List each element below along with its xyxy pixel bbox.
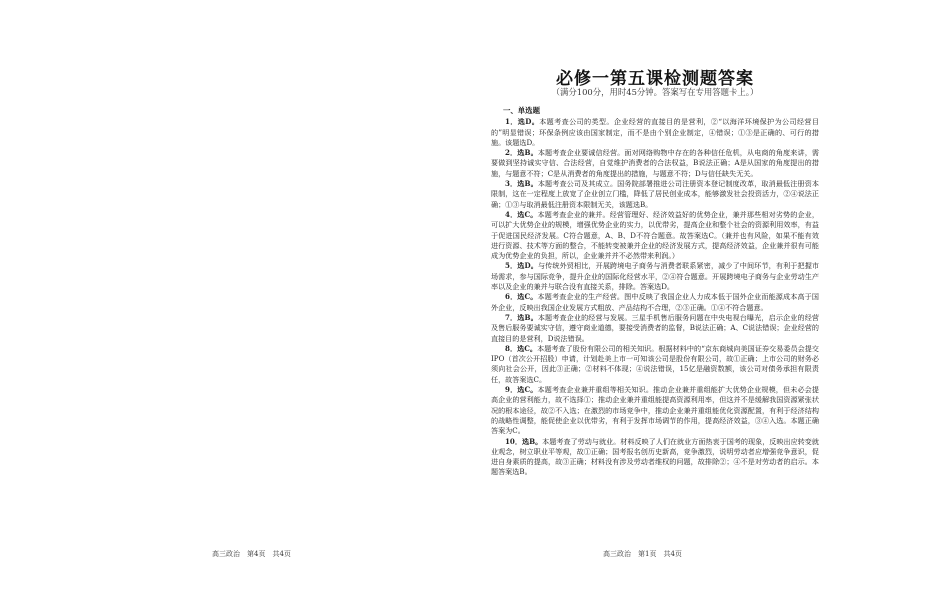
question-9 <box>491 385 819 436</box>
question-lead: 5．选D。 <box>505 261 538 271</box>
question-lead: 10．选B。 <box>505 436 543 446</box>
question-4 <box>491 210 819 261</box>
question-6 <box>491 292 819 313</box>
question-1 <box>491 117 819 148</box>
question-text: 本题考查公司的类型。企业经营的直接目的是营利，②“以海洋环境保护为公司经营目的”明显错误；环保条例应该由国家制定，而不是由个别企业制定，④错误；①③是正确的、可行的措施。该题选D。 <box>491 117 819 147</box>
question-text: 本题考查公司及其成立。国务院部署推进公司注册资本登记制度改革，取消最低注册资本限制，这在一定程度上放宽了企业创立门槛，降低了居民创业成本，能够激发社会投资活力，②④说法正确；①③与取消最低注册资本限制无关，该题选B。 <box>491 179 819 209</box>
question-text: 与传统外贸相比，开展跨境电子商务与消费者联系紧密，减少了中间环节，有利于把握市场需求，参与国际竞争，提升企业的国际化经营水平，②④符合题意。开展跨境电子商务与企业劳动生产率以及企业的兼并与联合没有直接关系，排除。答案选D。 <box>491 261 819 292</box>
question-lead: 2．选B。 <box>505 148 538 158</box>
question-7 <box>491 313 819 344</box>
question-text: 本题考查企业的经营与发展。三星手机售后服务问题在中央电视台曝光，启示企业的经营及售后服务要诚实守信，遵守商业道德，要接受消费者的监督，B说法正确；A、C说法错误；企业经营的直接目的是营利，D说法错误。 <box>491 312 819 343</box>
section-heading: 一、单选题 <box>503 106 540 115</box>
question-text: 本题考查企业的生产经营。图中反映了我国企业人力成本低于国外企业而能源成本高于国外企业，反映出我国企业发展方式粗放、产品结构不合理，②③正确。①④不符合题意。 <box>491 292 819 312</box>
question-5 <box>491 261 819 292</box>
question-10 <box>491 437 819 478</box>
question-lead: 3．选B。 <box>505 179 538 189</box>
question-text: 本题考查企业要诚信经营。面对网络购物中存在的各种信任危机，从电商的角度来讲，需要做到坚持诚实守信、合法经营，自觉维护消费者的合法权益，B说法正确；A是从国家的角度提出的措施，与题意不符；C是从消费者的角度提出的措施，与题意不符；D与信任缺失无关。 <box>491 148 819 178</box>
question-3 <box>491 179 819 210</box>
question-text: 本题考查了股份有限公司的相关知识。根据材料中的“京东商城向美国证券交易委员会提交IPO（首次公开招股）申请，计划赴美上市一可知该公司是股份有限公司，故①正确；上市公司的财务必须向社会公开，因此③正确；②材料不体现；④说法错误，15亿是融资数额，该公司对债务承担有限责任，故答案选C。 <box>491 343 819 384</box>
footer-left-page-number: 高三政治 第4页 共4页 <box>212 550 291 558</box>
question-2 <box>491 148 819 179</box>
question-lead: 8．选C。 <box>505 343 538 353</box>
question-lead: 4．选C。 <box>505 209 538 219</box>
document-subtitle: （满分100分，用时45分钟。答案写在专用答题卡上。） <box>551 87 759 97</box>
question-lead: 1．选D。 <box>505 117 540 127</box>
document-title: 必修一第五课检测题答案 <box>556 69 754 89</box>
question-lead: 9．选C。 <box>505 385 538 395</box>
question-text: 本题考查企业兼并重组等相关知识。推动企业兼并重组能扩大优势企业规模，但未必会提高企业的营利能力，故不选择①；推动企业兼并重组能提高资源利用率，但这并不是缓解我国资源紧张状况的根本途径，故②不入选；在激烈的市场竞争中，推动企业兼并重组能优化资源配置，有利于经济结构的战略性调整，能促使企业以优带劣，有利于发挥市场调节的作用，提高经济效益，③④入选。本题正确答案为C。 <box>491 385 819 436</box>
answer-content <box>491 106 819 478</box>
footer-right-page-number: 高三政治 第1页 共4页 <box>603 550 682 558</box>
question-lead: 7．选B。 <box>505 312 538 322</box>
question-lead: 6．选C。 <box>505 292 538 302</box>
question-text: 本题考查企业的兼并。经营管理好、经济效益好的优势企业，兼并那些相对劣势的企业，可以扩大优势企业的规模，增强优势企业的实力，以优带劣，提高企业和整个社会的资源利用效率，有益于促进国民经济发展。C符合题意，A、B、D不符合题意。故答案选C。（兼并也有风险，如果不能有效进行资源、技术等方面的整合，不能转变被兼并企业的经济发展方式，提高经济效益，企业兼并很有可能成为优势企业的负担，所以，企业兼并并不必然带来利润。） <box>491 209 819 261</box>
question-text: 本题考查了劳动与就业。材料反映了人们在就业方面热衷于国考的现象，反映出应转变就业观念，树立职业平等观，故①正确；国考报名创历史新高，竞争激烈，说明劳动者应增强竞争意识，促进自身素质的提高，故③正确；材料没有涉及劳动者维权的问题，故排除②；④不是对劳动者的启示。本题答案选B。 <box>491 436 819 477</box>
question-8 <box>491 344 819 385</box>
